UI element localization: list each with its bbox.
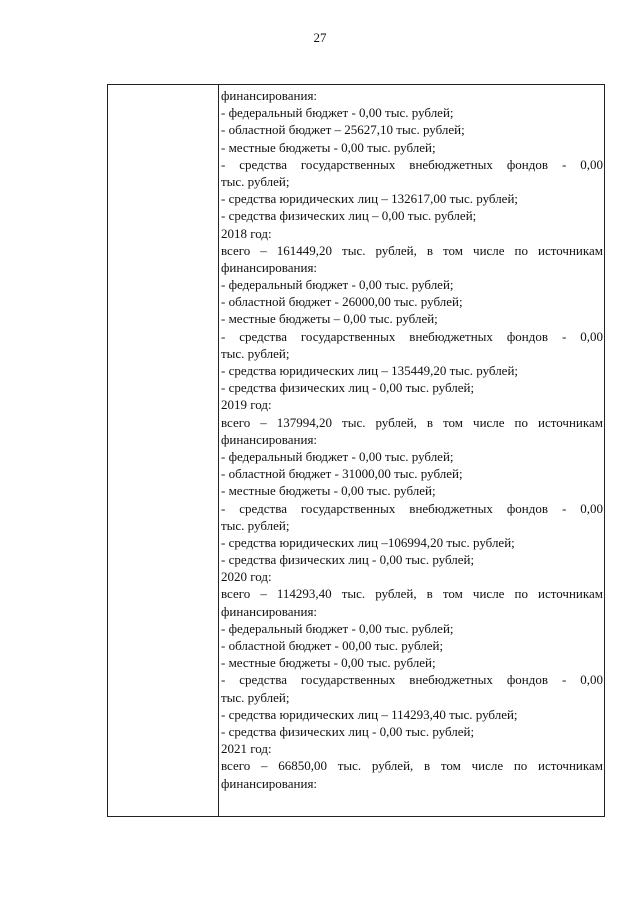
text-line: - средства юридических лиц – 132617,00 тыс. рублей; <box>221 191 519 207</box>
text-line: - областной бюджет - 00,00 тыс. рублей; <box>221 638 444 653</box>
text-line: 2020 год: <box>221 569 272 585</box>
text-line: всего – 161449,20 тыс. рублей, в том числе по источникам <box>221 242 603 258</box>
text-line: - местные бюджеты - 0,00 тыс. рублей; <box>221 483 436 499</box>
text-line: - федеральный бюджет - 0,00 тыс. рублей; <box>221 105 454 121</box>
text-line: - местные бюджеты – 0,00 тыс. рублей; <box>221 311 438 327</box>
text-line: - средства юридических лиц – 135449,20 тыс. рублей; <box>221 363 519 378</box>
text-line: - федеральный бюджет - 0,00 тыс. рублей; <box>221 448 454 464</box>
text-line: 2021 год: <box>221 741 272 757</box>
text-line: - средства юридических лиц –106994,20 тыс. рублей; <box>221 534 515 550</box>
text-line: финансирования: <box>221 603 318 619</box>
table-left-cell <box>108 85 219 816</box>
page-number: 27 <box>313 30 327 45</box>
text-line: всего – 114293,40 тыс. рублей, в том числе по источникам <box>221 586 603 602</box>
text-line: - средства государственных внебюджетных фондов - 0,00 <box>221 672 603 688</box>
text-line: - средства государственных внебюджетных фондов - 0,00 <box>221 328 603 344</box>
text-line: финансирования: <box>221 431 318 447</box>
text-line: - средства государственных внебюджетных фондов - 0,00 <box>221 500 603 516</box>
text-line: - федеральный бюджет - 0,00 тыс. рублей; <box>221 620 454 636</box>
text-line: финансирования: <box>221 775 318 791</box>
text-line: финансирования: <box>221 259 318 275</box>
text-line: - местные бюджеты - 0,00 тыс. рублей; <box>221 655 436 671</box>
text-line: - средства физических лиц - 0,00 тыс. рублей; <box>221 380 475 396</box>
text-line: - областной бюджет - 31000,00 тыс. рублей; <box>221 466 463 482</box>
text-line: - средства физических лиц – 0,00 тыс. рублей; <box>221 208 477 224</box>
text-line: тыс. рублей; <box>221 345 290 361</box>
text-line: - областной бюджет - 26000,00 тыс. рублей; <box>221 294 463 310</box>
text-line: - средства юридических лиц – 114293,40 тыс. рублей; <box>221 706 518 722</box>
table-right-cell <box>219 87 603 792</box>
text-line: всего – 137994,20 тыс. рублей, в том числе по источникам <box>221 414 603 430</box>
text-line: 2019 год: <box>221 397 272 413</box>
financing-table <box>107 84 605 817</box>
text-line: тыс. рублей; <box>221 173 290 189</box>
text-line: - областной бюджет – 25627,10 тыс. рублей; <box>221 122 465 138</box>
text-line: - средства физических лиц - 0,00 тыс. рублей; <box>221 552 475 568</box>
text-line: всего – 66850,00 тыс. рублей, в том числе по источникам <box>221 758 603 774</box>
text-line: - федеральный бюджет - 0,00 тыс. рублей; <box>221 277 454 293</box>
text-line: тыс. рублей; <box>221 689 290 705</box>
text-line: - местные бюджеты - 0,00 тыс. рублей; <box>221 139 436 155</box>
text-line: - средства физических лиц - 0,00 тыс. рублей; <box>221 723 475 739</box>
text-line: тыс. рублей; <box>221 517 290 533</box>
text-line: финансирования: <box>221 88 318 103</box>
text-line: - средства государственных внебюджетных фондов - 0,00 <box>221 156 603 172</box>
text-line: 2018 год: <box>221 225 272 241</box>
